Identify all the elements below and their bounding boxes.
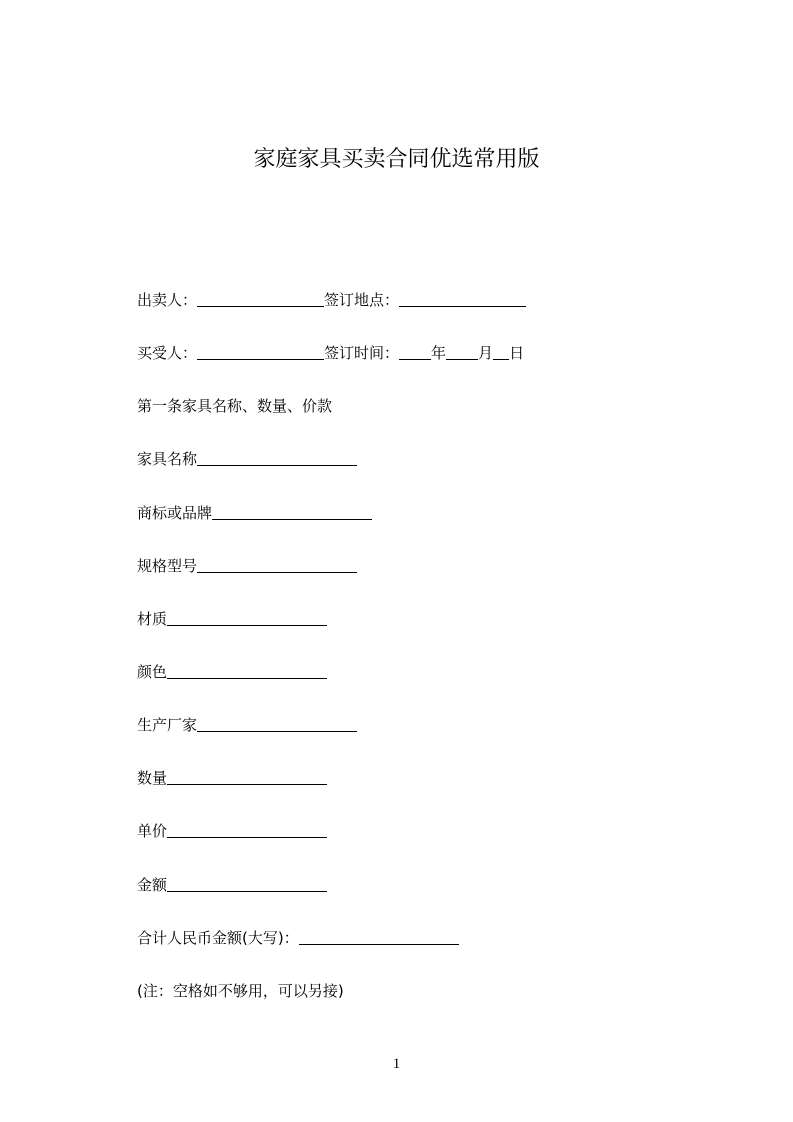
field-blank (167, 770, 327, 785)
field-label: 商标或品牌 (137, 504, 213, 522)
sign-place-blank (399, 292, 526, 307)
sign-time-label: 签订时间： (324, 344, 400, 362)
field-blank (197, 451, 357, 466)
field-material (137, 609, 327, 629)
article-1-heading: 第一条家具名称、数量、价款 (137, 397, 333, 415)
month-blank (446, 345, 478, 360)
field-furniture-name (137, 449, 357, 469)
field-color (137, 662, 327, 682)
field-model (137, 556, 357, 576)
page-number: 1 (392, 1056, 401, 1072)
note: (注：空格如不够用，可以另接) (137, 982, 344, 1000)
field-brand (137, 503, 372, 523)
seller-blank (197, 292, 324, 307)
field-label: 数量 (137, 769, 168, 787)
sign-place-label: 签订地点： (324, 291, 400, 309)
field-blank (167, 611, 327, 626)
day-blank (493, 345, 509, 360)
year-blank (399, 345, 431, 360)
buyer-label: 买受人： (137, 344, 198, 362)
buyer-blank (197, 345, 324, 360)
field-blank (167, 664, 327, 679)
field-blank (167, 823, 327, 838)
field-label: 规格型号 (137, 557, 198, 575)
field-amount (137, 875, 327, 895)
field-label: 生产厂家 (137, 716, 198, 734)
month-label: 月 (478, 344, 494, 362)
field-label: 家具名称 (137, 450, 198, 468)
day-label: 日 (509, 344, 525, 362)
document-title: 家庭家具买卖合同优选常用版 (253, 147, 540, 172)
year-label: 年 (431, 344, 447, 362)
field-blank (197, 558, 357, 573)
field-blank (197, 717, 357, 732)
field-blank (167, 877, 327, 892)
seller-row (137, 290, 526, 310)
field-unit-price (137, 821, 327, 841)
total-row (137, 928, 459, 948)
field-manufacturer (137, 715, 357, 735)
field-label: 颜色 (137, 663, 168, 681)
field-label: 材质 (137, 610, 168, 628)
field-blank (212, 505, 372, 520)
total-label: 合计人民币金额(大写)： (137, 929, 299, 947)
buyer-row (137, 343, 524, 363)
field-quantity (137, 768, 327, 788)
field-label: 金额 (137, 876, 168, 894)
total-blank (299, 930, 459, 945)
seller-label: 出卖人： (137, 291, 198, 309)
field-label: 单价 (137, 822, 168, 840)
